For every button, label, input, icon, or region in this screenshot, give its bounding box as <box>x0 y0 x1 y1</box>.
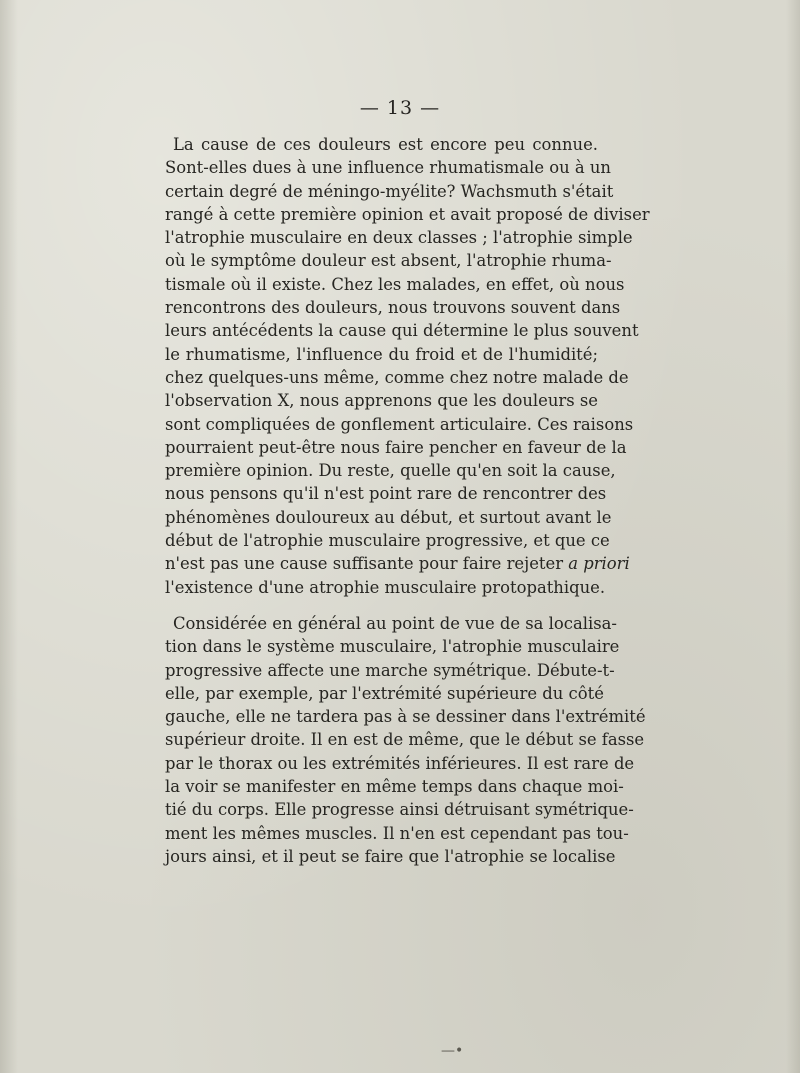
page-edge-shadow-left <box>0 0 18 1073</box>
page-edge-shadow-right <box>786 0 800 1073</box>
paragraph-2 <box>165 612 646 868</box>
text-line: où le symptôme douleur est absent, l'atrophie rhuma- <box>165 251 612 271</box>
text-line: phénomènes douloureux au début, et surtout avant le <box>165 507 612 527</box>
text-line: tié du corps. Elle progresse ainsi détruisant symétrique- <box>165 800 634 820</box>
text-line-with-italic <box>165 552 630 575</box>
text-line: première opinion. Du reste, quelle qu'en soit la cause, <box>165 461 616 481</box>
text-line: sont compliquées de gonflement articulaire. Ces raisons <box>165 414 634 434</box>
text-line: rencontrons des douleurs, nous trouvons souvent dans <box>165 298 621 318</box>
text-line: leurs antécédents la cause qui détermine le plus souvent <box>165 321 639 341</box>
text-line: tion dans le système musculaire, l'atrophie musculaire <box>165 637 620 657</box>
paragraph-1 <box>165 133 650 599</box>
text-line: chez quelques-uns même, comme chez notre malade de <box>165 367 629 387</box>
italic-phrase: a priori <box>568 554 630 574</box>
text-line: certain degré de méningo-myélite? Wachsmuth s'était <box>165 181 614 201</box>
text-line: pourraient peut-être nous faire pencher en faveur de la <box>165 437 627 457</box>
page-number: — 13 — <box>359 97 441 119</box>
text-line: tismale où il existe. Chez les malades, en effet, où nous <box>165 274 625 294</box>
text-line: Sont-elles dues à une influence rhumatismale ou à un <box>165 158 611 178</box>
text-line: l'existence d'une atrophie musculaire protopathique. <box>165 577 606 597</box>
text-line-part: n'est pas une cause suffisante pour faire rejeter <box>165 554 569 574</box>
text-line: gauche, elle ne tardera pas à se dessiner dans l'extrémité <box>165 707 646 727</box>
text-line: rangé à cette première opinion et avait proposé de diviser <box>165 204 650 224</box>
text-line: elle, par exemple, par l'extrémité supérieure du côté <box>165 683 604 703</box>
text-line: jours ainsi, et il peut se faire que l'atrophie se localise <box>165 846 616 866</box>
text-line: Considérée en général au point de vue de sa localisa- <box>173 614 617 633</box>
text-line: supérieur droite. Il en est de même, que le début se fasse <box>165 730 645 750</box>
text-line: le rhumatisme, l'influence du froid et de l'humidité; <box>165 344 598 364</box>
text-line: ment les mêmes muscles. Il n'en est cependant pas tou- <box>165 823 629 843</box>
text-line: l'atrophie musculaire en deux classes ; l'atrophie simple <box>165 228 633 248</box>
text-line: l'observation X, nous apprenons que les douleurs se <box>165 391 598 411</box>
text-line: nous pensons qu'il n'est point rare de rencontrer des <box>165 484 607 504</box>
text-line: progressive affecte une marche symétrique. Débute-t- <box>165 660 615 680</box>
text-line: la voir se manifester en même temps dans chaque moi- <box>165 777 624 797</box>
footer-mark: —• <box>441 1043 464 1059</box>
text-line: La cause de ces douleurs est encore peu connue. <box>173 135 598 154</box>
text-line: début de l'atrophie musculaire progressive, et que ce <box>165 531 610 551</box>
text-line: par le thorax ou les extrémités inférieures. Il est rare de <box>165 753 635 773</box>
